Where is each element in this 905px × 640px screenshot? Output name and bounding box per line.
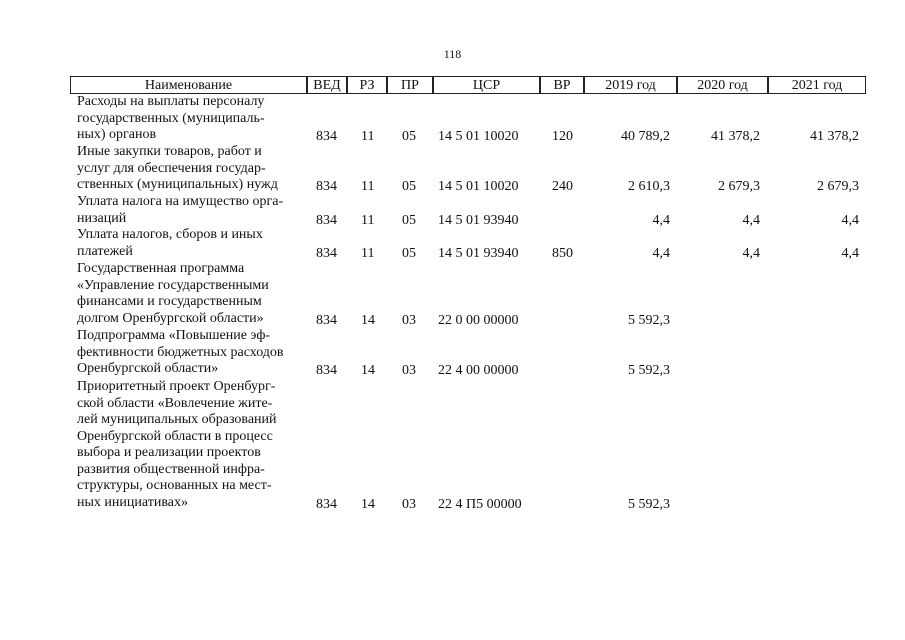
cell-y2021: 4,4	[841, 212, 859, 228]
row-name-line: Уплата налогов, сборов и иных	[77, 227, 263, 242]
cell-rz: 11	[361, 245, 375, 261]
row-name-line: фективности бюджетных расходов	[77, 344, 284, 360]
cell-y2020: 41 378,2	[711, 129, 760, 144]
row-name-line: «Управление государственными	[77, 277, 269, 293]
cell-vr: 850	[552, 245, 573, 261]
row-name-line: выбора и реализации проектов	[77, 445, 261, 460]
row-name-line: ской области «Вовлечение жите-	[77, 395, 273, 411]
cell-pr: 03	[402, 496, 416, 512]
cell-ved: 834	[316, 179, 337, 194]
row-name	[77, 227, 307, 260]
row-name	[77, 144, 307, 194]
cell-rz: 11	[361, 179, 375, 194]
header-ved: ВЕД	[307, 76, 347, 93]
row-name-line: структуры, основанных на мест-	[77, 478, 272, 493]
row-name-line: услуг для обеспечения государ-	[77, 160, 266, 176]
cell-pr: 05	[402, 212, 416, 228]
cell-y2019: 2 610,3	[628, 179, 670, 194]
header-2020: 2020 год	[677, 76, 768, 93]
cell-csr: 14 5 01 93940	[438, 212, 519, 228]
row-name	[77, 194, 307, 227]
row-name-line: Приоритетный проект Оренбург-	[77, 379, 276, 394]
cell-ved: 834	[316, 496, 337, 512]
cell-pr: 03	[402, 363, 416, 378]
header-2019: 2019 год	[584, 76, 677, 93]
header-2021: 2021 год	[768, 76, 866, 93]
row-name	[77, 261, 307, 327]
header-pr: ПР	[387, 76, 433, 93]
cell-pr: 05	[402, 179, 416, 194]
row-name-line: лей муниципальных образований	[77, 412, 277, 427]
cell-rz: 14	[361, 312, 375, 328]
header-vr: ВР	[540, 76, 584, 93]
cell-y2021: 4,4	[841, 245, 859, 261]
cell-vr: 120	[552, 129, 573, 144]
row-name-line: Государственная программа	[77, 261, 245, 276]
cell-y2019: 5 592,3	[628, 363, 670, 378]
cell-csr: 14 5 01 93940	[438, 245, 519, 261]
cell-y2019: 4,4	[652, 212, 670, 228]
cell-y2019: 40 789,2	[621, 129, 670, 144]
cell-csr: 14 5 01 10020	[438, 129, 519, 144]
row-name-line: Оренбургской области»	[77, 361, 219, 376]
row-name-line: ных) органов	[77, 127, 157, 142]
cell-y2019: 4,4	[652, 245, 670, 261]
row-name-line: ственных (муниципальных) нужд	[77, 177, 278, 192]
cell-y2019: 5 592,3	[628, 496, 670, 512]
cell-y2020: 2 679,3	[718, 179, 760, 194]
cell-pr: 03	[402, 312, 416, 328]
row-name-line: Иные закупки товаров, работ и	[77, 144, 262, 159]
row-name-line: платежей	[77, 243, 133, 259]
row-name-line: развития общественной инфра-	[77, 461, 265, 477]
row-name-line: Расходы на выплаты персоналу	[77, 94, 265, 109]
cell-y2020: 4,4	[742, 212, 760, 228]
header-name: Наименование	[70, 76, 307, 93]
header-csr: ЦСР	[433, 76, 540, 93]
row-name-line: Оренбургской области в процесс	[77, 428, 273, 444]
cell-y2021: 2 679,3	[817, 179, 859, 194]
row-name-line: ных инициативах»	[77, 494, 188, 510]
cell-vr: 240	[552, 179, 573, 194]
cell-csr: 22 4 П5 00000	[438, 496, 522, 512]
cell-ved: 834	[316, 245, 337, 261]
row-name-line: государственных (муниципаль-	[77, 110, 265, 126]
cell-y2019: 5 592,3	[628, 312, 670, 328]
cell-rz: 11	[361, 129, 375, 144]
cell-ved: 834	[316, 312, 337, 328]
cell-ved: 834	[316, 129, 337, 144]
cell-rz: 14	[361, 363, 375, 378]
row-name-line: низаций	[77, 210, 127, 226]
row-name	[77, 379, 307, 511]
cell-y2020: 4,4	[742, 245, 760, 261]
row-name-line: Уплата налога на имущество орга-	[77, 194, 284, 209]
cell-csr: 22 4 00 00000	[438, 363, 519, 378]
page-number: 118	[443, 47, 462, 61]
cell-y2021: 41 378,2	[810, 129, 859, 144]
row-name	[77, 94, 307, 144]
row-name-line: Подпрограмма «Повышение эф-	[77, 328, 271, 343]
cell-ved: 834	[316, 212, 337, 228]
row-name-line: финансами и государственным	[77, 294, 262, 309]
cell-csr: 14 5 01 10020	[438, 179, 519, 194]
cell-pr: 05	[402, 245, 416, 261]
cell-pr: 05	[402, 129, 416, 144]
cell-rz: 14	[361, 496, 375, 512]
cell-csr: 22 0 00 00000	[438, 312, 519, 328]
cell-rz: 11	[361, 212, 375, 228]
row-name	[77, 328, 307, 378]
cell-ved: 834	[316, 363, 337, 378]
row-name-line: долгом Оренбургской области»	[77, 310, 264, 326]
header-rz: РЗ	[347, 76, 387, 93]
